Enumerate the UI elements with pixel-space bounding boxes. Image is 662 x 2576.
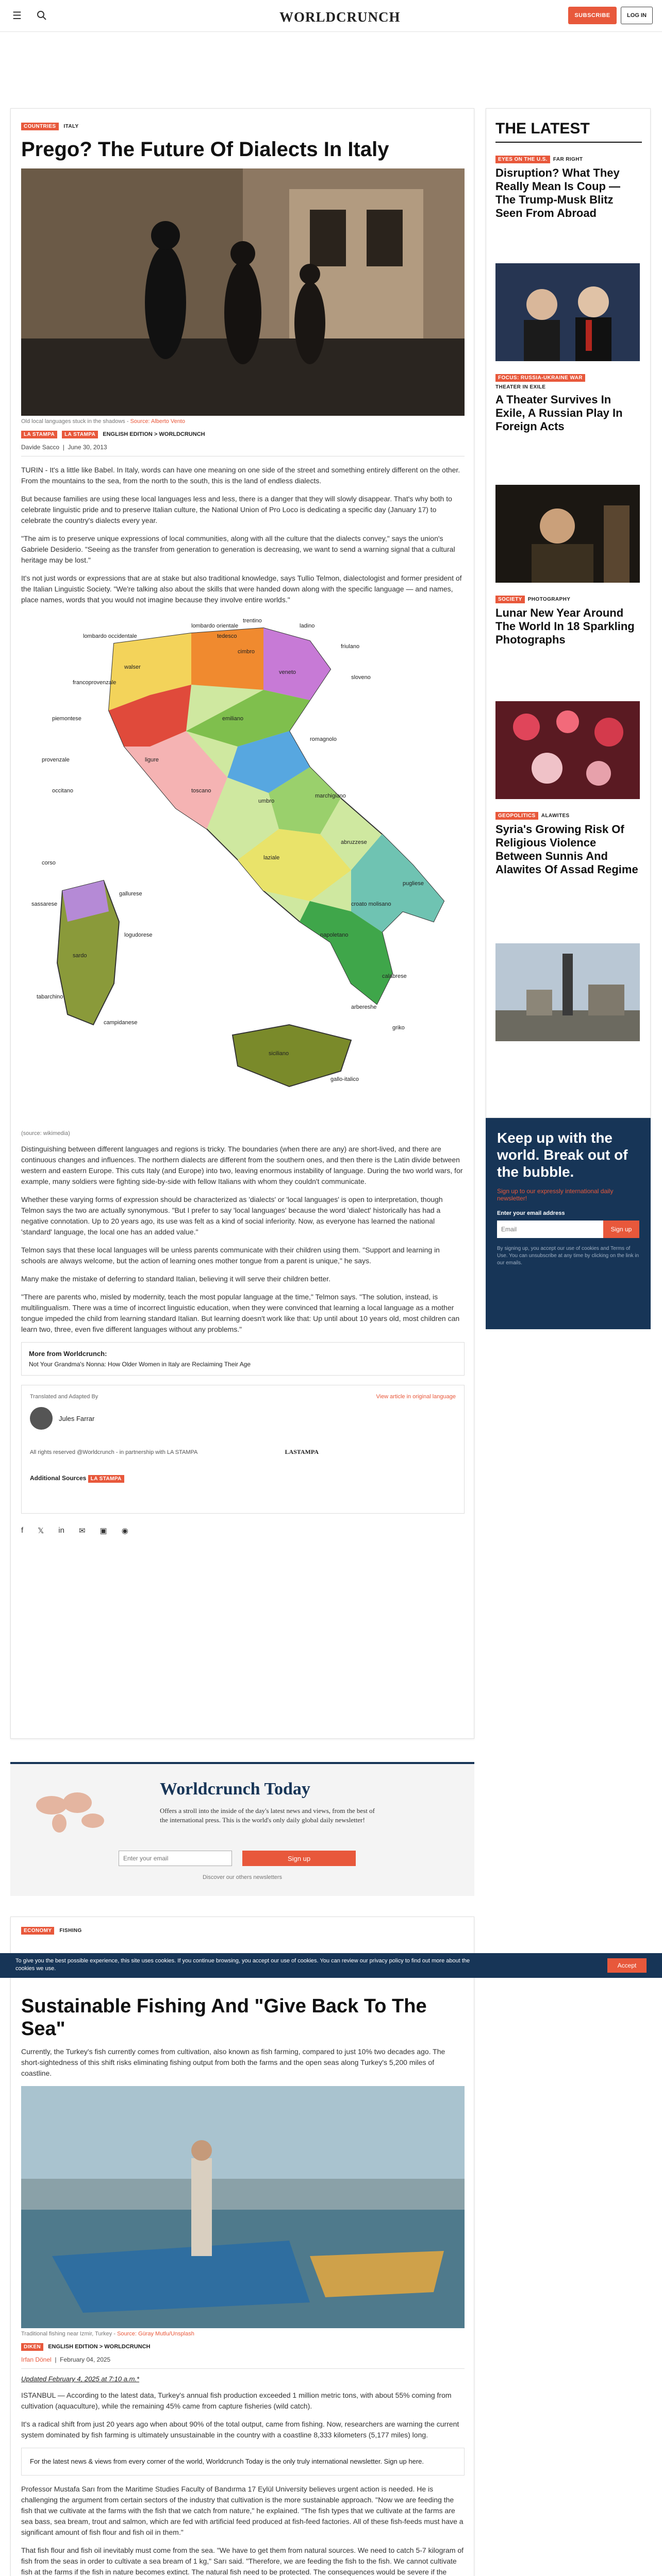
sidebar-title: THE LATEST [495, 120, 590, 137]
facebook-icon[interactable]: f [21, 1526, 24, 1535]
article-tags [21, 1925, 465, 1935]
item-subtag[interactable]: PHOTOGRAPHY [527, 597, 571, 602]
updated-note: Updated February 4, 2025 at 7:10 a.m.* [21, 2375, 140, 2383]
newsletter-signup-button[interactable]: Sign up [242, 1851, 356, 1866]
sidebar-latest [486, 108, 651, 1118]
paragraph: That fish flour and fish oil inevitably must come from the sea. "We have to get them from natural sources. We need to catch 5-7 kilogram of fish from the seas in order to cultivate a sea bream of 1 kg," Sarı said. "Therefore, we are feeding the fish to the fish. We cannot cultivate fish at the farms if the fish in nature becomes extinct. The natural fish need to be protected. The consequences would be severe if the [21, 2546, 464, 2576]
item-tag[interactable]: FOCUS: RUSSIA-UKRAINE WAR [495, 374, 585, 382]
item-title[interactable]: A Theater Survives In Exile, A Russian Play In Foreign Acts [495, 393, 623, 433]
caption-text: Traditional fishing near Izmir, Turkey [21, 2331, 112, 2337]
map-label: tabarchino [37, 994, 63, 1000]
map-label: trentino [243, 618, 262, 624]
map-label: ligure [145, 757, 159, 763]
article-body-2 [21, 2484, 465, 2576]
map-label: gallurese [119, 891, 142, 897]
search-icon[interactable] [36, 10, 47, 22]
newsletter-promo [486, 1118, 651, 1329]
paragraph: It's a radical shift from just 20 years ago when about 90% of the total output, came from fishing. Now, researchers are warning the current system dominated by fish farming is ultimately unsustainable in the country with a coastline 8,333 kilometers (5,177 miles) long. [21, 2420, 459, 2439]
promo-title: Keep up with the world. Break out of the bubble. [497, 1130, 628, 1180]
item-tag[interactable]: SOCIETY [495, 596, 525, 603]
latest-item-image[interactable] [495, 943, 640, 1041]
caption-source[interactable]: Source: Alberto Vento [130, 418, 185, 425]
map-label: abruzzese [341, 839, 367, 845]
paragraph: Whether these varying forms of expression should be characterized as 'dialects' or 'local languages' is open to interpretation, though Telmon says the two are actually synonymous. "But I prefer to say 'local languages' because the word 'dialect' historically has had a negative connotation. Up to 20 years ago, its use was felt as a kind of social inferiority. Now, as everyone has learned the national 'standard' language, the local one has an added value." [21, 1195, 443, 1236]
map-label: francoprovenzale [73, 680, 117, 686]
map-label: occitano [52, 788, 73, 794]
latest-item[interactable] [495, 810, 640, 876]
latest-item-image[interactable] [495, 485, 640, 583]
view-original-link[interactable]: View article in original language [376, 1394, 456, 1400]
paragraph: "The aim is to preserve unique expressions of local communities, along with all the culture that the dialects convey," says the union's Gabriele Desiderio. "Seeing as the transfer from generation to generation is decreasing, we want to send a warning signal that a cultural heritage may be lost." [21, 534, 455, 564]
tag-countries[interactable]: COUNTRIES [21, 123, 59, 130]
map-label: corso [42, 860, 56, 866]
flipboard-icon[interactable]: ▣ [100, 1527, 107, 1535]
publish-date: June 30, 2013 [68, 444, 107, 451]
paragraph: "There are parents who, misled by modernity, teach the most popular language at the time," Telmon says. "The solution, instead, is multilingualism. There was a time of incorrect linguistic education, when they were convinced that learning a local language as a mother tongue impeded the child from learning standard Italian. But learning doesn't work like that: Up until about 10 years old, most children can learn two, three, even five different languages without any problems." [21, 1293, 460, 1333]
latest-item-image[interactable] [495, 263, 640, 361]
partner-logo: LASTAMPA [285, 1448, 319, 1455]
source-tag[interactable]: LA STAMPA [62, 431, 98, 438]
tag-economy[interactable]: ECONOMY [21, 1927, 54, 1935]
map-label: campidanese [104, 1020, 138, 1026]
caption-text: Old local languages stuck in the shadows [21, 418, 125, 425]
article-tags [21, 121, 465, 130]
map-label: romagnolo [310, 736, 337, 742]
map-label: lombardo occidentale [83, 633, 137, 639]
map-label: arbereshe [351, 1004, 377, 1010]
translator-name[interactable]: Jules Farrar [59, 1414, 95, 1422]
promo-email-label: Enter your email address [497, 1210, 565, 1217]
map-label: logudorese [124, 932, 153, 938]
byline: Davide Sacco | June 30, 2013 [21, 444, 465, 456]
byline: Irfan Dönel | February 04, 2025 [21, 2356, 465, 2369]
map-label: sassarese [31, 901, 58, 907]
newsletter-band [10, 1762, 474, 1896]
twitter-icon[interactable]: 𝕏 [38, 1527, 44, 1535]
map-label: toscano [191, 788, 211, 794]
author-name[interactable]: Davide Sacco [21, 444, 60, 451]
newsletter-desc: Offers a stroll into the inside of the day's latest news and views, from the best of the international press. This is the world's only daily global daily newsletter! [160, 1807, 375, 1824]
item-title[interactable]: Syria's Growing Risk Of Religious Violence Between Sunnis And Alawites Of Assad Regime [495, 823, 638, 876]
edition-label: ENGLISH EDITION > WORLDCRUNCH [103, 431, 205, 437]
map-label: gallo-italico [330, 1076, 359, 1082]
login-button[interactable]: LOG IN [621, 7, 653, 24]
edition-label: ENGLISH EDITION > WORLDCRUNCH [48, 2344, 151, 2350]
paragraph: ISTANBUL — According to the latest data, Turkey's annual fish production exceeded 1 million metric tons, with about 55% coming from cultivation (aquaculture), while the remaining 45% came from capture fisheries (wild catch). [21, 2391, 452, 2411]
map-label: pugliese [403, 880, 424, 887]
map-label: emiliano [222, 716, 243, 722]
translation-box [21, 1385, 465, 1514]
map-label: napoletano [320, 932, 349, 938]
cookie-accept-button[interactable]: Accept [607, 1958, 647, 1973]
world-map-icon [31, 1785, 113, 1836]
article-title: Prego? The Future Of Dialects In Italy [21, 138, 389, 161]
newsletter-inline-promo[interactable]: For the latest news & views from every corner of the world, Worldcrunch Today is the only truly international newsletter. Sign up here. [21, 2448, 465, 2476]
article-photo [21, 168, 465, 416]
article-body-2 [21, 1144, 465, 1335]
article-source-row [21, 431, 465, 438]
map-label: lombardo orientale [191, 623, 239, 629]
tag-italy[interactable]: ITALY [63, 124, 79, 129]
item-tag[interactable]: EYES ON THE U.S. [495, 156, 550, 163]
publish-date: February 04, 2025 [60, 2356, 111, 2364]
item-tag[interactable]: GEOPOLITICS [495, 812, 538, 820]
paragraph: Professor Mustafa Sarı from the Maritime Studies Faculty of Bandırma 17 Eylül University believes urgent action is needed. He is challenging the argument from certain sectors of the industry that cultivation is the more sustainable approach. "Now we are feeding the fish that we cultivate at the farms with the fish that we catch from nature," he explained. "The fish types that we cultivate at the farms are sea bass, sea bream, trout and salmon, which are fed with artificial feed produced at fish-feed factories. All of these fish-feeds must have a significant amount of fish flour and fish oil in them." [21, 2484, 464, 2536]
article-title: Sustainable Fishing And "Give Back To The Sea" [21, 1995, 427, 2040]
paragraph: Distinguishing between different languages and regions is tricky. The boundaries (when there are any) are short-lived, and there are continuous changes and influences. The northern dialects are different from the southern ones, and then there is the Latin divide between western and eastern Europe. This cuts Italy (and Europe) into two, leaving enormous instability of language. During the two world wars, for example, many soldiers were fighting side-by-side with fellow Italians with whom they couldn't communicate. [21, 1145, 463, 1185]
photo-caption: Old local languages stuck in the shadows - Source: Alberto Vento [21, 418, 185, 425]
site-logo[interactable]: WORLDCRUNCH [279, 9, 401, 25]
more-label: More from Worldcrunch: [29, 1350, 107, 1358]
cookie-banner [0, 1953, 662, 1978]
more-link[interactable]: Not Your Grandma's Nonna: How Older Women in Italy are Reclaiming Their Age [29, 1361, 251, 1368]
rights-text: All rights reserved @Worldcrunch - in partnership with LA STAMPA [30, 1449, 198, 1455]
map-label: umbro [258, 798, 275, 804]
map-label: sardo [73, 953, 87, 959]
promo-fine-print: By signing up, you accept our use of cookies and Terms of Use. You can unsubscribe at any time by clicking on the link in our emails. [497, 1246, 639, 1266]
map-label: griko [392, 1025, 405, 1031]
item-subtag[interactable]: ALAWITES [541, 813, 570, 819]
paragraph: TURIN - It's a little like Babel. In Italy, words can have one meaning on one side of the street and something entirely different on the other. From the mountains to the sea, from the north to the south, this is the land of endless dialects. [21, 466, 460, 485]
item-title[interactable]: Disruption? What They Really Mean Is Coup — The Trump-Musk Blitz Seen From Abroad [495, 166, 621, 219]
map-label: laziale [263, 855, 280, 861]
map-label: friulano [341, 643, 360, 650]
additional-sources [30, 1475, 456, 1483]
article-source-row [21, 2343, 465, 2351]
author-name[interactable]: Irfan Dönel [21, 2356, 52, 2364]
map-label: marchigiano [315, 793, 346, 799]
latest-item[interactable] [495, 372, 640, 433]
newsletter-email-input[interactable] [119, 1851, 232, 1866]
map-label: ladino [300, 623, 315, 629]
whatsapp-icon[interactable]: ◉ [121, 1527, 128, 1535]
map-label: cimbro [238, 649, 255, 655]
item-subtag[interactable]: THEATER IN EXILE [495, 384, 546, 390]
paragraph: Telmon says that these local languages will be unless parents communicate with their children using them. "Support and learning in schools are always welcome, but the action of learning ones mother tongue from a parent is unique," he says. [21, 1246, 440, 1265]
item-title[interactable]: Lunar New Year Around The World In 18 Sparkling Photographs [495, 606, 635, 646]
tag-fishing[interactable]: FISHING [59, 1928, 82, 1934]
article-body [21, 465, 465, 605]
article-body [21, 2390, 465, 2441]
subscribe-button[interactable]: SUBSCRIBE [568, 7, 617, 24]
email-icon[interactable]: ✉ [78, 1527, 86, 1535]
article-photo [21, 2086, 465, 2328]
translated-label: Translated and Adapted By [30, 1394, 98, 1400]
map-label: sloveno [351, 674, 371, 681]
additional-tag[interactable]: LA STAMPA [88, 1475, 124, 1483]
latest-item[interactable] [495, 154, 640, 220]
map-label: walser [124, 664, 141, 670]
promo-email-input[interactable] [497, 1221, 603, 1238]
article-card [10, 108, 474, 1739]
promo-desc: Sign up to our expressly international daily newsletter! [497, 1188, 614, 1202]
map-label: calabrese [382, 973, 407, 979]
map-label: siciliano [269, 1050, 289, 1057]
additional-label: Additional Sources [30, 1475, 87, 1482]
map-label: croato molisano [351, 901, 391, 907]
paragraph: It's not just words or expressions that are at stake but also traditional knowledge, says Tullio Telmon, dialectologist and former president of the Italian Linguistic Society. "We're talking also about the skills that were handed down along with the specific language — and names, place names, words that you would not imagine because they involve entire worlds." [21, 574, 462, 604]
article-card-2 [10, 1917, 474, 2576]
promo-signup-button[interactable]: Sign up [603, 1221, 639, 1238]
map-label: tedesco [217, 633, 237, 639]
map-label: provenzale [42, 757, 70, 763]
more-from-box [21, 1342, 465, 1376]
share-row [21, 1526, 465, 1535]
cookie-text: To give you the best possible experience, this site uses cookies. If you continue browsing, you accept our use of cookies. You can review our privacy policy to find out more about the cookies we use. [15, 1958, 470, 1972]
latest-item[interactable] [495, 594, 640, 647]
sidebar-heading [495, 120, 642, 143]
paragraph: But because families are using these local languages less and less, there is a danger that they will slowly disappear. That's why both to celebrate linguistic pride and to preserve Italian culture, the National Union of Pro Loco is dedicating a specific day (January 17) to celebrate the country's dialects every year. [21, 495, 452, 524]
paragraph: Many make the mistake of deferring to standard Italian, believing it will serve their children better. [21, 1275, 330, 1283]
newsletter-footnote[interactable]: Discover our others newsletters [202, 1874, 283, 1880]
item-subtag[interactable]: FAR RIGHT [553, 157, 583, 162]
source-tag[interactable]: DIKEN [21, 2343, 43, 2351]
latest-item-image[interactable] [495, 701, 640, 799]
newsletter-title: Worldcrunch Today [160, 1780, 310, 1799]
map-source[interactable]: (source: wikimedia) [21, 1130, 70, 1137]
site-header [0, 0, 662, 32]
dialect-map [21, 613, 465, 1128]
map-label: piemontese [52, 716, 81, 722]
caption-source[interactable]: Source: Güray Mutlu/Unsplash [117, 2331, 194, 2337]
source-tag[interactable]: LA STAMPA [21, 431, 57, 438]
map-label: veneto [279, 669, 296, 675]
menu-icon[interactable]: ☰ [12, 10, 22, 22]
linkedin-icon[interactable]: in [58, 1526, 64, 1535]
article-lede: Currently, the Turkey's fish currently comes from cultivation, also known as fish farming, compared to just 10% two decades ago. The short-sightedness of this shift risks eliminating fishing output from both the farms and the open seas along Turkey's 5,200 miles of coastline. [21, 2047, 445, 2078]
avatar [30, 1407, 53, 1430]
photo-caption: Traditional fishing near Izmir, Turkey - Source: Güray Mutlu/Unsplash [21, 2331, 194, 2337]
